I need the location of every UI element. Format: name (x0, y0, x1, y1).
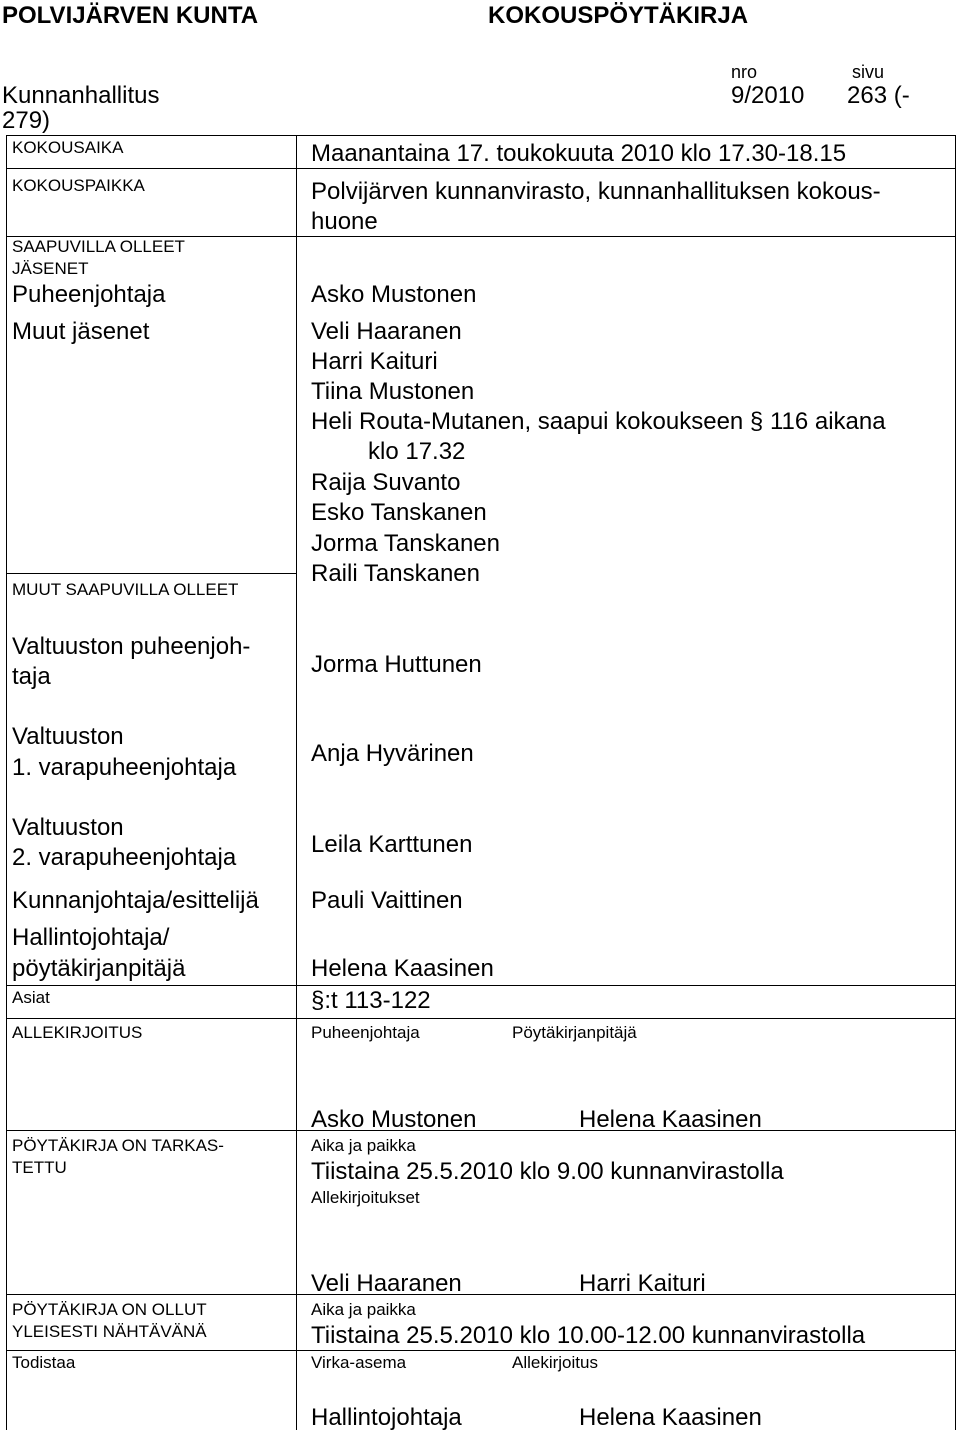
signature-value: Helena Kaasinen (579, 1404, 762, 1431)
checker-name: Harri Kaituri (579, 1270, 706, 1297)
meeting-time-label: KOKOUSAIKA (12, 138, 124, 157)
member-name: Jorma Tanskanen (311, 530, 500, 557)
position-label: Virka-asema (311, 1353, 407, 1372)
org-name: POLVIJÄRVEN KUNTA (2, 2, 259, 29)
member-name: Raija Suvanto (311, 469, 461, 496)
items-value: §:t 113-122 (311, 987, 431, 1014)
signature-label: ALLEKIRJOITUS (12, 1023, 143, 1042)
chair-label: Puheenjohtaja (12, 281, 166, 308)
public-display-label-cont: YLEISESTI NÄHTÄVÄNÄ (12, 1322, 207, 1341)
table-right-border (955, 135, 956, 1430)
public-display-label: PÖYTÄKIRJA ON OLLUT (12, 1300, 207, 1319)
position-value: Hallintojohtaja (311, 1404, 462, 1431)
member-name: Raili Tanskanen (311, 560, 480, 587)
checked-label-cont: TETTU (12, 1158, 67, 1177)
row-divider-items (6, 1018, 956, 1019)
page-number-cont: 279) (2, 107, 51, 134)
document-type: KOKOUSPÖYTÄKIRJA (488, 2, 749, 29)
row-divider-checked (6, 1294, 956, 1295)
secretary-name: Helena Kaasinen (311, 955, 494, 982)
council-vice1-name: Anja Hyvärinen (311, 740, 474, 767)
present-members-label-cont: JÄSENET (12, 259, 89, 278)
checked-time-place-label: Aika ja paikka (311, 1136, 416, 1155)
member-name: Esko Tanskanen (311, 499, 487, 526)
table-top-border (6, 135, 956, 136)
chair-signature-name: Asko Mustonen (311, 1106, 477, 1133)
nro-label: nro (731, 62, 758, 82)
public-time-place-value: Tiistaina 25.5.2010 klo 10.00-12.00 kunnanvirastolla (311, 1322, 866, 1349)
meeting-place-value-cont: huone (311, 208, 378, 235)
meeting-time-value: Maanantaina 17. toukokuuta 2010 klo 17.30-18.15 (311, 140, 847, 167)
present-members-label: SAAPUVILLA OLLEET (12, 237, 185, 256)
chair-name: Asko Mustonen (311, 281, 477, 308)
member-name-with-note: Heli Routa-Mutanen, saapui kokoukseen § 116 aikana (311, 408, 886, 435)
certifies-label: Todistaa (12, 1353, 76, 1372)
table-column-divider (296, 135, 297, 1430)
table-left-border (6, 135, 7, 1430)
sivu-label: sivu (852, 62, 885, 82)
items-label: Asiat (12, 988, 50, 1007)
meeting-place-value: Polvijärven kunnanvirasto, kunnanhallituksen kokous- (311, 178, 881, 205)
council-vice1-label: Valtuuston (12, 723, 124, 750)
row-divider-members (6, 573, 296, 574)
meeting-place-label: KOKOUSPAIKKA (12, 176, 145, 195)
meeting-number: 9/2010 (731, 82, 805, 109)
public-time-place-label: Aika ja paikka (311, 1300, 416, 1319)
others-present-label: MUUT SAAPUVILLA OLLEET (12, 580, 239, 599)
municipal-manager-label: Kunnanjohtaja/esittelijä (12, 887, 259, 914)
other-members-label: Muut jäsenet (12, 318, 150, 345)
row-divider-others (6, 985, 956, 986)
secretary-signature-name: Helena Kaasinen (579, 1106, 762, 1133)
member-name: Harri Kaituri (311, 348, 438, 375)
page-number: 263 (- (847, 82, 910, 109)
council-vice1-label-cont: 1. varapuheenjohtaja (12, 754, 237, 781)
checked-signatures-label: Allekirjoitukset (311, 1188, 420, 1207)
checked-label: PÖYTÄKIRJA ON TARKAS- (12, 1136, 224, 1155)
row-divider-public (6, 1350, 956, 1351)
secretary-label-cont: pöytäkirjanpitäjä (12, 955, 186, 982)
checked-time-place-value: Tiistaina 25.5.2010 klo 9.00 kunnanvirastolla (311, 1158, 784, 1185)
member-note-cont: klo 17.32 (368, 438, 466, 465)
municipal-manager-name: Pauli Vaittinen (311, 887, 463, 914)
council-vice2-label-cont: 2. varapuheenjohtaja (12, 844, 237, 871)
secretary-label: Hallintojohtaja/ (12, 924, 170, 951)
member-name: Veli Haaranen (311, 318, 462, 345)
council-chair-label: Valtuuston puheenjoh- (12, 633, 251, 660)
row-divider-time (6, 168, 956, 169)
signature-field-label: Allekirjoitus (512, 1353, 598, 1372)
chair-role-label: Puheenjohtaja (311, 1023, 420, 1042)
body-name: Kunnanhallitus (2, 82, 160, 109)
member-name: Tiina Mustonen (311, 378, 475, 405)
council-vice2-name: Leila Karttunen (311, 831, 473, 858)
council-chair-label-cont: taja (12, 663, 51, 690)
checker-name: Veli Haaranen (311, 1270, 462, 1297)
council-vice2-label: Valtuuston (12, 814, 124, 841)
secretary-role-label: Pöytäkirjanpitäjä (512, 1023, 637, 1042)
council-chair-name: Jorma Huttunen (311, 651, 482, 678)
row-divider-signatures (6, 1130, 956, 1131)
